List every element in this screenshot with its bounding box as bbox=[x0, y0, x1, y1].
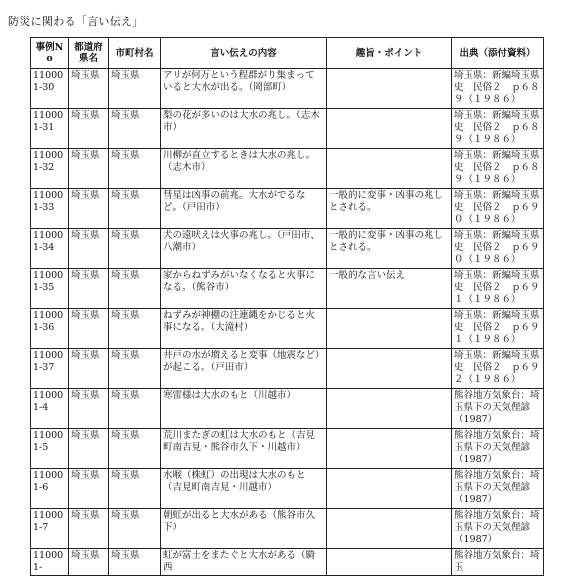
table-row bbox=[31, 509, 544, 549]
prefecture-cell: 埼玉県 bbox=[69, 349, 109, 389]
municipality-cell: 埼玉県 bbox=[109, 429, 161, 469]
content-cell: 川柳が直立するときは大水の兆し。（志木市） bbox=[161, 149, 327, 189]
municipality-cell: 埼玉県 bbox=[109, 189, 161, 229]
content-cell: 梨の花が多いのは大水の兆し。（志木市） bbox=[161, 109, 327, 149]
source-cell: 埼玉県：新編埼玉県史 民俗２ ｐ６９０（１９８６） bbox=[452, 229, 544, 269]
header-content: 言い伝えの内容 bbox=[161, 38, 327, 69]
table-row bbox=[31, 229, 544, 269]
point-cell bbox=[327, 549, 452, 576]
table-row bbox=[31, 189, 544, 229]
content-cell: 虹が富士をまたぐと大水がある（騎西 bbox=[161, 549, 327, 576]
source-cell: 熊谷地方気象台：埼玉県下の天気俚諺（1987） bbox=[452, 429, 544, 469]
municipality-cell: 埼玉県 bbox=[109, 549, 161, 576]
case-no-cell: 110001-37 bbox=[31, 349, 69, 389]
source-cell: 熊谷地方気象台：埼玉県下の天気俚諺（1987） bbox=[452, 469, 544, 509]
municipality-cell: 埼玉県 bbox=[109, 269, 161, 309]
case-no-cell: 110001-36 bbox=[31, 309, 69, 349]
content-cell: 井戸の水が増えると変事（地震など）が起こる。（戸田市） bbox=[161, 349, 327, 389]
table-row bbox=[31, 549, 544, 576]
point-cell bbox=[327, 109, 452, 149]
point-cell bbox=[327, 309, 452, 349]
table-row bbox=[31, 69, 544, 109]
header-point: 趣旨・ポイント bbox=[327, 38, 452, 69]
table-row bbox=[31, 469, 544, 509]
municipality-cell: 埼玉県 bbox=[109, 509, 161, 549]
prefecture-cell: 埼玉県 bbox=[69, 109, 109, 149]
point-cell bbox=[327, 469, 452, 509]
source-cell: 埼玉県：新編埼玉県史 民俗２ ｐ６８９（１９８６） bbox=[452, 109, 544, 149]
municipality-cell: 埼玉県 bbox=[109, 149, 161, 189]
point-cell bbox=[327, 69, 452, 109]
case-no-cell: 110001-4 bbox=[31, 389, 69, 429]
table-row bbox=[31, 149, 544, 189]
case-no-cell: 110001-33 bbox=[31, 189, 69, 229]
prefecture-cell: 埼玉県 bbox=[69, 269, 109, 309]
header-source: 出典（添付資料） bbox=[452, 38, 544, 69]
prefecture-cell: 埼玉県 bbox=[69, 189, 109, 229]
source-cell: 埼玉県：新編埼玉県史 民俗２ ｐ６９１（１９８６） bbox=[452, 269, 544, 309]
municipality-cell: 埼玉県 bbox=[109, 229, 161, 269]
source-cell: 埼玉県：新編埼玉県史 民俗２ ｐ６８９（１９８６） bbox=[452, 149, 544, 189]
municipality-cell: 埼玉県 bbox=[109, 109, 161, 149]
header-row bbox=[31, 38, 544, 69]
case-no-cell: 110001-5 bbox=[31, 429, 69, 469]
case-no-cell: 110001-7 bbox=[31, 509, 69, 549]
content-cell: 朝虹が出ると大水がある（熊谷市久下） bbox=[161, 509, 327, 549]
prefecture-cell: 埼玉県 bbox=[69, 429, 109, 469]
table-row bbox=[31, 389, 544, 429]
case-no-cell: 110001-35 bbox=[31, 269, 69, 309]
header-prefecture: 都道府県名 bbox=[69, 38, 109, 69]
table-row bbox=[31, 309, 544, 349]
content-cell: アリが何万という程群がり集まっていると大水が出る。（岡部町） bbox=[161, 69, 327, 109]
content-cell: 家からねずみがいなくなると火事になる。（熊谷市） bbox=[161, 269, 327, 309]
prefecture-cell: 埼玉県 bbox=[69, 309, 109, 349]
point-cell bbox=[327, 429, 452, 469]
point-cell bbox=[327, 509, 452, 549]
source-cell: 熊谷地方気象台：埼玉県下の天気俚諺（1987） bbox=[452, 509, 544, 549]
prefecture-cell: 埼玉県 bbox=[69, 469, 109, 509]
source-cell: 熊谷地方気象台：埼玉 bbox=[452, 549, 544, 576]
point-cell: 一般的に変事・凶事の兆しとされる。 bbox=[327, 189, 452, 229]
source-cell: 埼玉県：新編埼玉県史 民俗２ ｐ６９１（１９８６） bbox=[452, 309, 544, 349]
source-cell: 埼玉県：新編埼玉県史 民俗２ ｐ６９２（１９８６） bbox=[452, 349, 544, 389]
table-row bbox=[31, 349, 544, 389]
table-row bbox=[31, 429, 544, 469]
header-case-no: 事例No bbox=[31, 38, 69, 69]
case-no-cell: 110001-34 bbox=[31, 229, 69, 269]
document-title: 防災に関わる「言い伝え」 bbox=[8, 15, 144, 28]
municipality-cell: 埼玉県 bbox=[109, 469, 161, 509]
prefecture-cell: 埼玉県 bbox=[69, 549, 109, 576]
content-cell: 寒雷様は大水のもと（川越市） bbox=[161, 389, 327, 429]
table-row bbox=[31, 109, 544, 149]
case-no-cell: 110001-31 bbox=[31, 109, 69, 149]
point-cell: 一般的に変事・凶事の兆しとされる。 bbox=[327, 229, 452, 269]
source-cell: 埼玉県：新編埼玉県史 民俗２ ｐ６８９（１９８６） bbox=[452, 69, 544, 109]
table-body bbox=[31, 69, 544, 576]
source-cell: 熊谷地方気象台：埼玉県下の天気俚諺（1987） bbox=[452, 389, 544, 429]
content-cell: 水喉（株虹）の出現は大水のもと（吉見町南吉見・川越市） bbox=[161, 469, 327, 509]
prefecture-cell: 埼玉県 bbox=[69, 389, 109, 429]
municipality-cell: 埼玉県 bbox=[109, 349, 161, 389]
content-cell: 荒川またぎの虹は大水のもと（吉見町南吉見・熊谷市久下・川越市） bbox=[161, 429, 327, 469]
case-no-cell: 110001- bbox=[31, 549, 69, 576]
prefecture-cell: 埼玉県 bbox=[69, 149, 109, 189]
point-cell: 一般的な言い伝え bbox=[327, 269, 452, 309]
prefecture-cell: 埼玉県 bbox=[69, 509, 109, 549]
header-municipality: 市町村名 bbox=[109, 38, 161, 69]
municipality-cell: 埼玉県 bbox=[109, 69, 161, 109]
content-cell: 彗星は凶事の前兆。大水がでるなど。（戸田市） bbox=[161, 189, 327, 229]
municipality-cell: 埼玉県 bbox=[109, 309, 161, 349]
content-cell: 犬の遠吠えは火事の兆し。（戸田市、八潮市） bbox=[161, 229, 327, 269]
content-cell: ねずみが神棚の注連縄をかじると火事になる。（大滝村） bbox=[161, 309, 327, 349]
source-cell: 埼玉県：新編埼玉県史 民俗２ ｐ６９０（１９８６） bbox=[452, 189, 544, 229]
folklore-table bbox=[30, 37, 544, 576]
point-cell bbox=[327, 389, 452, 429]
case-no-cell: 110001-30 bbox=[31, 69, 69, 109]
table-row bbox=[31, 269, 544, 309]
point-cell bbox=[327, 349, 452, 389]
case-no-cell: 110001-32 bbox=[31, 149, 69, 189]
point-cell bbox=[327, 149, 452, 189]
prefecture-cell: 埼玉県 bbox=[69, 229, 109, 269]
prefecture-cell: 埼玉県 bbox=[69, 69, 109, 109]
case-no-cell: 110001-6 bbox=[31, 469, 69, 509]
municipality-cell: 埼玉県 bbox=[109, 389, 161, 429]
